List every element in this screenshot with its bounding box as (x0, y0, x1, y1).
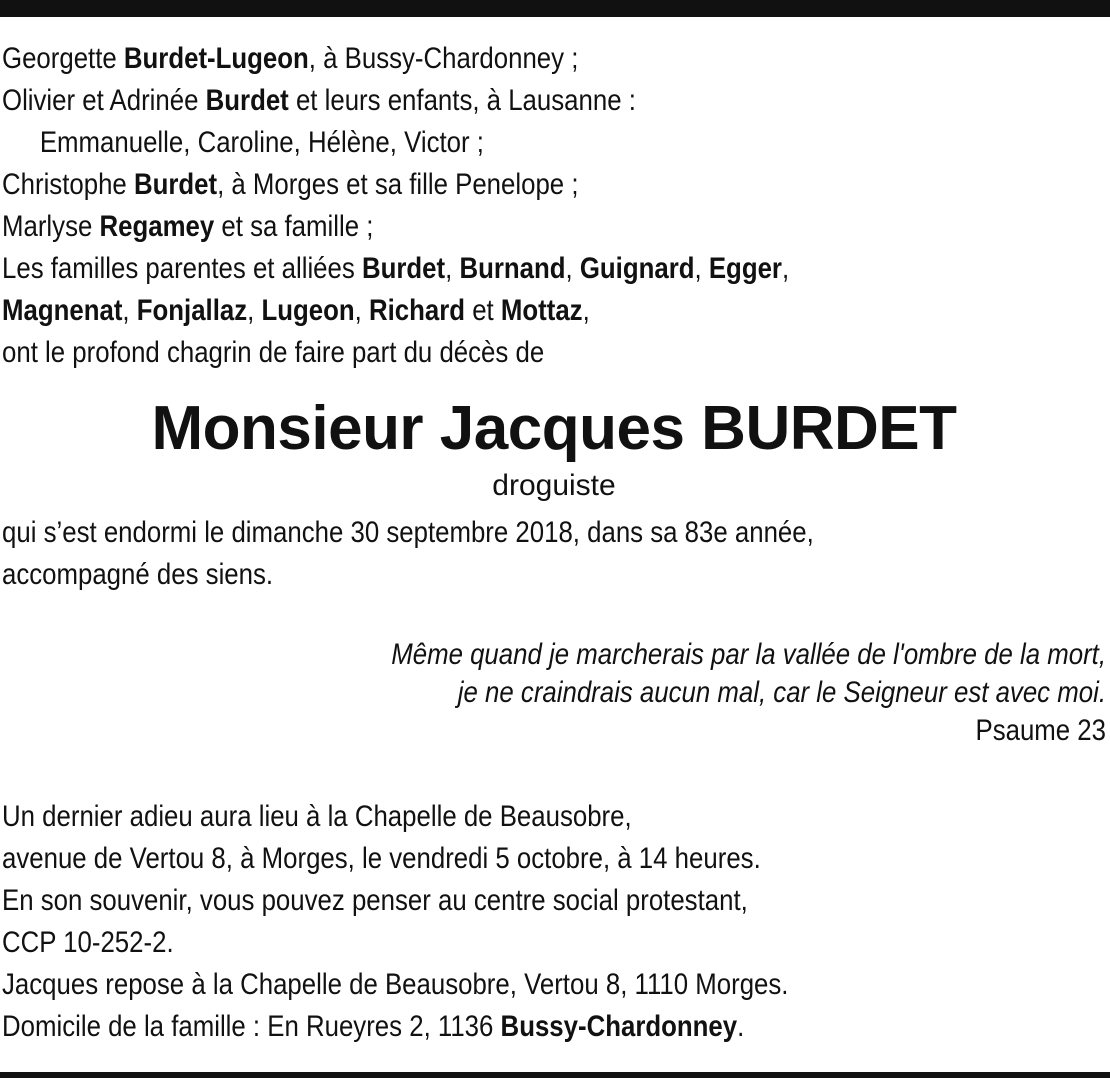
text: , à Bussy-Chardonney ; (308, 42, 579, 75)
family-name: Lugeon (261, 294, 355, 327)
verse-reference: Psaume 23 (975, 714, 1106, 747)
text: et sa famille ; (214, 210, 374, 243)
family-line-5 (2, 206, 951, 248)
family-line-1 (2, 38, 951, 80)
funeral-details (2, 796, 1106, 1048)
death-notice (2, 38, 1106, 1048)
text: . (737, 1010, 745, 1043)
family-name: Fonjallaz (136, 294, 248, 327)
text: Les familles parentes et alliées (2, 252, 362, 285)
closing-line-3: En son souvenir, vous pouvez penser au centre social protestant, (2, 884, 748, 917)
closing-line-4: CCP 10-252-2. (2, 926, 174, 959)
family-name: Burdet-Lugeon (123, 42, 309, 75)
family-name: Magnenat (2, 294, 123, 327)
family-line-2 (2, 80, 951, 122)
family-name: Burdet (133, 168, 218, 201)
text: , à Morges et sa fille Penelope ; (217, 168, 579, 201)
family-line-7: Magnenat, Fonjallaz, Lugeon, Richard et Mottaz, (2, 294, 590, 327)
family-name: Regamey (99, 210, 215, 243)
text: Christophe (2, 168, 134, 201)
verse-line-1: Même quand je marcherais par la vallée de l'ombre de la mort, (391, 638, 1106, 671)
family-name: Egger (708, 252, 782, 285)
family-line-6: Les familles parentes et alliées Burdet, Burnand, Guignard, Egger, (2, 252, 790, 285)
family-announcement (2, 38, 1106, 374)
top-rule (0, 0, 1110, 17)
family-name: Guignard (579, 252, 695, 285)
family-name: Burnand (459, 252, 566, 285)
closing-line-2: avenue de Vertou 8, à Morges, le vendredi 5 octobre, à 14 heures. (2, 842, 761, 875)
verse-line-2: je ne craindrais aucun mal, car le Seigneur est avec moi. (457, 676, 1106, 709)
text: Georgette (2, 42, 124, 75)
closing-line-6 (2, 1006, 951, 1048)
closing-line-5: Jacques repose à la Chapelle de Beausobre, Vertou 8, 1110 Morges. (2, 968, 789, 1001)
text: et (465, 294, 501, 327)
family-line-3: Emmanuelle, Caroline, Hélène, Victor ; (39, 126, 484, 159)
family-line-8: ont le profond chagrin de faire part du décès de (2, 336, 545, 369)
closing-line-1: Un dernier adieu aura lieu à la Chapelle de Beausobre, (2, 800, 632, 833)
family-line-4 (2, 164, 951, 206)
family-name: Richard (368, 294, 466, 327)
bottom-rule (0, 1072, 1110, 1078)
family-address-locality: Bussy-Chardonney (500, 1010, 738, 1043)
deceased-name: Monsieur Jacques BURDET (151, 394, 957, 463)
text: Domicile de la famille : En Rueyres 2, 1136 (2, 1010, 501, 1043)
deceased-profession: droguiste (492, 469, 616, 502)
family-name: Burdet (205, 84, 289, 117)
family-name: Mottaz (500, 294, 583, 327)
death-line-2: accompagné des siens. (2, 558, 274, 591)
death-line-1: qui s’est endormi le dimanche 30 septembre 2018, dans sa 83e année, (2, 516, 814, 549)
text: et leurs enfants, à Lausanne : (288, 84, 636, 117)
bible-verse (2, 636, 1106, 750)
text: Olivier et Adrinée (2, 84, 206, 117)
family-name: Burdet (361, 252, 446, 285)
death-details (2, 512, 1106, 596)
text: Marlyse (2, 210, 100, 243)
